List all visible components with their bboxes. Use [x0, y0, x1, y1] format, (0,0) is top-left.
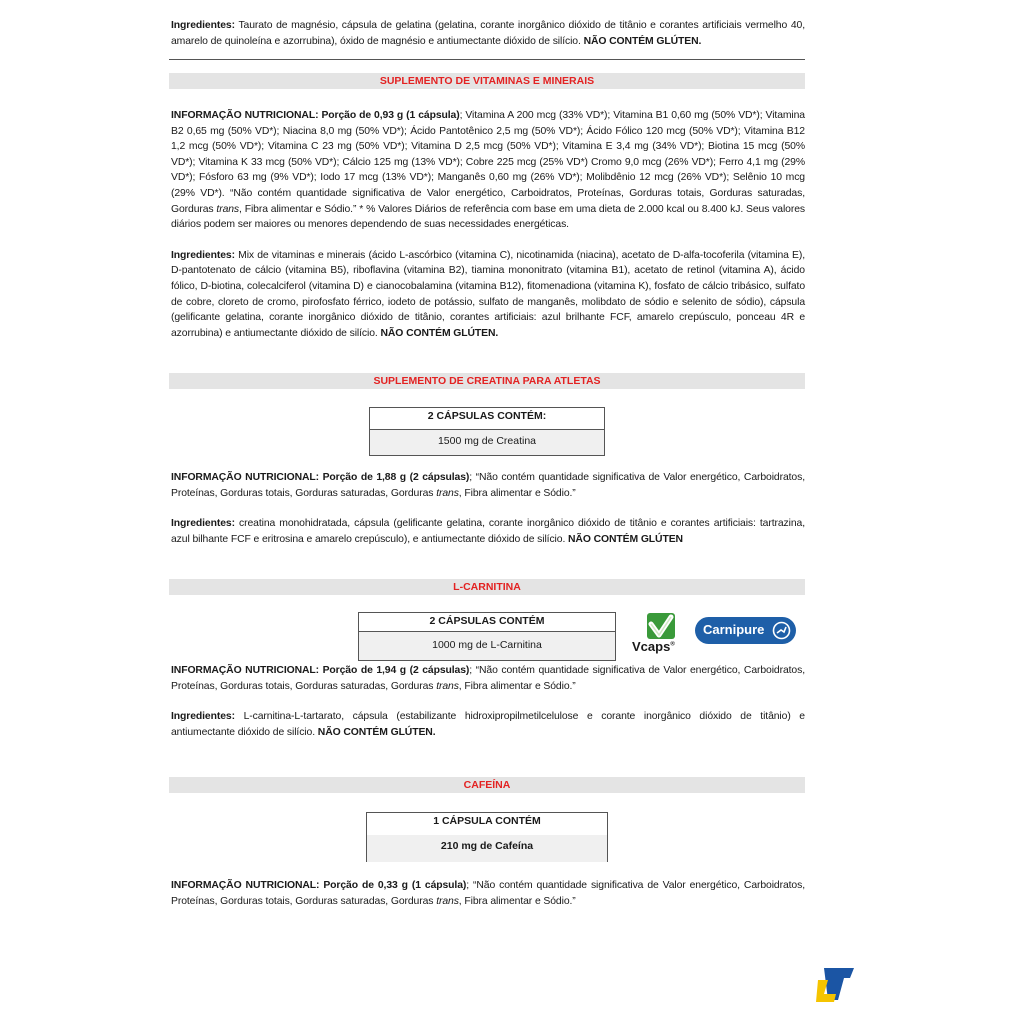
vitaminas-section [171, 108, 805, 341]
magnesio-ingredients: Ingredientes: Taurato de magnésio, cápsula de gelatina (gelatina, corante inorgânico dióxido de titânio e corantes artificiais vermelho 40, amarelo de quinoleína e azorrubina), óxido de magnésio e antiumectante dióxido de silício. NÃO CONTÉM GLÚTEN. [171, 20, 805, 47]
carnitina-section [171, 663, 805, 740]
carnitina-content-box [358, 612, 616, 661]
carnitina-ingredients: Ingredientes: L-carnitina-L-tartarato, cápsula (estabilizante hidroxipropilmetilcelulose e corante inorgânico dióxido de titânio) e antiumectante dióxido de silício. NÃO CONTÉM GLÚTEN. [171, 711, 805, 738]
section-title-vitaminas: SUPLEMENTO DE VITAMINAS E MINERAIS [169, 73, 805, 89]
cafeina-nutrition-info: INFORMAÇÃO NUTRICIONAL: Porção de 0,33 g (1 cápsula); “Não contém quantidade significativa de Valor energético, Carboidratos, Proteínas, Gorduras totais, Gorduras saturadas, Gorduras trans, Fibra alimentar e Sódio.” [171, 880, 805, 907]
vcaps-checkmark-icon [630, 612, 692, 642]
carnitina-box-header: 2 CÁPSULAS CONTÉM [429, 615, 545, 627]
creatina-section [171, 470, 805, 547]
creatina-ingredients: Ingredientes: creatina monohidratada, cápsula (gelificante gelatina, corante inorgânico dióxido de titânio e corantes artificiais: tartrazina, azul bilhante FCF e eritrosina e amarelo crepúsculo), e antiumectante dióxido de silício. NÃO CONTÉM GLÚTEN [171, 518, 805, 545]
vitaminas-nutrition-info: INFORMAÇÃO NUTRICIONAL: Porção de 0,93 g (1 cápsula); Vitamina A 200 mcg (33% VD*); Vitamina B1 0,60 mg (50% VD*); Vitamina B2 0,65 mg (50% VD*); Niacina 8,0 mg (50% VD*); Ácido Pantotênico 2,5 mg (50% VD*); Ácido Fólico 120 mcg (50% VD*); Vitamina B12 1,2 mcg (50% VD*); Vitamina C 23 mg (50% VD*); Vitamina D 2,5 mcg (50% VD*); Vitamina E 3,4 mg (34% VD*); Biotina 15 mcg (50% VD*); Vitamina K 33 mcg (50% VD*); Cálcio 125 mg (13% VD*); Cobre 225 mcg (25% VD*) Cromo 9,0 mcg (26% VD*); Ferro 4,1 mg (29% VD*); Fósforo 63 mg (9% VD*); Iodo 17 mcg (13% VD*); Manganês 0,60 mg (26% VD*); Molibdênio 12 mcg (26% VD*); Selênio 10 mcg (29% VD*). “Não contém quantidade significativa de Valor energético, Carboidratos, Proteínas, Gorduras totais, Gorduras saturadas, Gorduras trans, Fibra alimentar e Sódio.” * % Valores Diários de referência com base em uma dieta de 2.000 kcal ou 8.400 kJ. Seus valores diários podem ser maiores ou menores dependendo de suas necessidades energéticas. [171, 110, 805, 231]
creatina-nutrition-info: INFORMAÇÃO NUTRICIONAL: Porção de 1,88 g (2 cápsulas); “Não contém quantidade significativa de Valor energético, Carboidratos, Proteínas, Gorduras totais, Gorduras saturadas, Gorduras trans, Fibra alimentar e Sódio.” [171, 472, 805, 499]
carnipure-logo: Carnipure [695, 617, 796, 644]
cafeina-section [171, 878, 805, 909]
section-title-cafeina: CAFEÍNA [169, 777, 805, 793]
vcaps-logo [630, 612, 692, 654]
brand-logo-icon [816, 964, 856, 1004]
carnitina-box-value: 1000 mg de L-Carnitina [359, 631, 615, 660]
magnesio-section [171, 18, 805, 49]
section-title-carnitina: L-CARNITINA [169, 579, 805, 595]
carnipure-runner-icon [772, 621, 791, 640]
creatina-box-value: 1500 mg de Creatina [370, 429, 604, 455]
divider [169, 59, 805, 60]
section-title-creatina: SUPLEMENTO DE CREATINA PARA ATLETAS [169, 373, 805, 389]
cafeina-content-box [366, 812, 608, 862]
creatina-box-header: 2 CÁPSULAS CONTÉM: [427, 410, 547, 422]
creatina-content-box [369, 407, 605, 456]
cafeina-box-header: 1 CÁPSULA CONTÉM [433, 815, 541, 827]
vcaps-wordmark: Vcaps® [632, 639, 675, 654]
carnitina-nutrition-info: INFORMAÇÃO NUTRICIONAL: Porção de 1,94 g (2 cápsulas); “Não contém quantidade significativa de Valor energético, Carboidratos, Proteínas, Gorduras totais, Gorduras saturadas, Gorduras trans, Fibra alimentar e Sódio.” [171, 665, 805, 692]
cafeina-box-value: 210 mg de Cafeína [367, 835, 607, 862]
vitaminas-ingredients: Ingredientes: Mix de vitaminas e minerais (ácido L-ascórbico (vitamina C), nicotinamida (niacina), acetato de D-alfa-tocoferila (vitamina E), D-pantotenato de cálcio (vitamina B5), riboflavina (vitamina B2), tiamina mononitrato (vitamina B1), acetato de retinol (vitamina A), ácido fólico, D-biotina, colecalciferol (vitamina D) e cianocobalamina (vitamina B12), fitomenadiona (vitamina K), fosfato de cálcio tribásico, sulfato de cobre, cloreto de cromo, pirofosfato férrico, iodeto de potássio, sulfato de manganês, molibdato de sódio e selenito de sódio), cápsula (gelificante gelatina, corante inorgânico dióxido de titânio, corantes artificiais: azul brilhante FCF, amarelo crepúsculo, ponceau 4R e azorrubina) e antiumectante dióxido de silício. NÃO CONTÉM GLÚTEN. [171, 249, 805, 339]
